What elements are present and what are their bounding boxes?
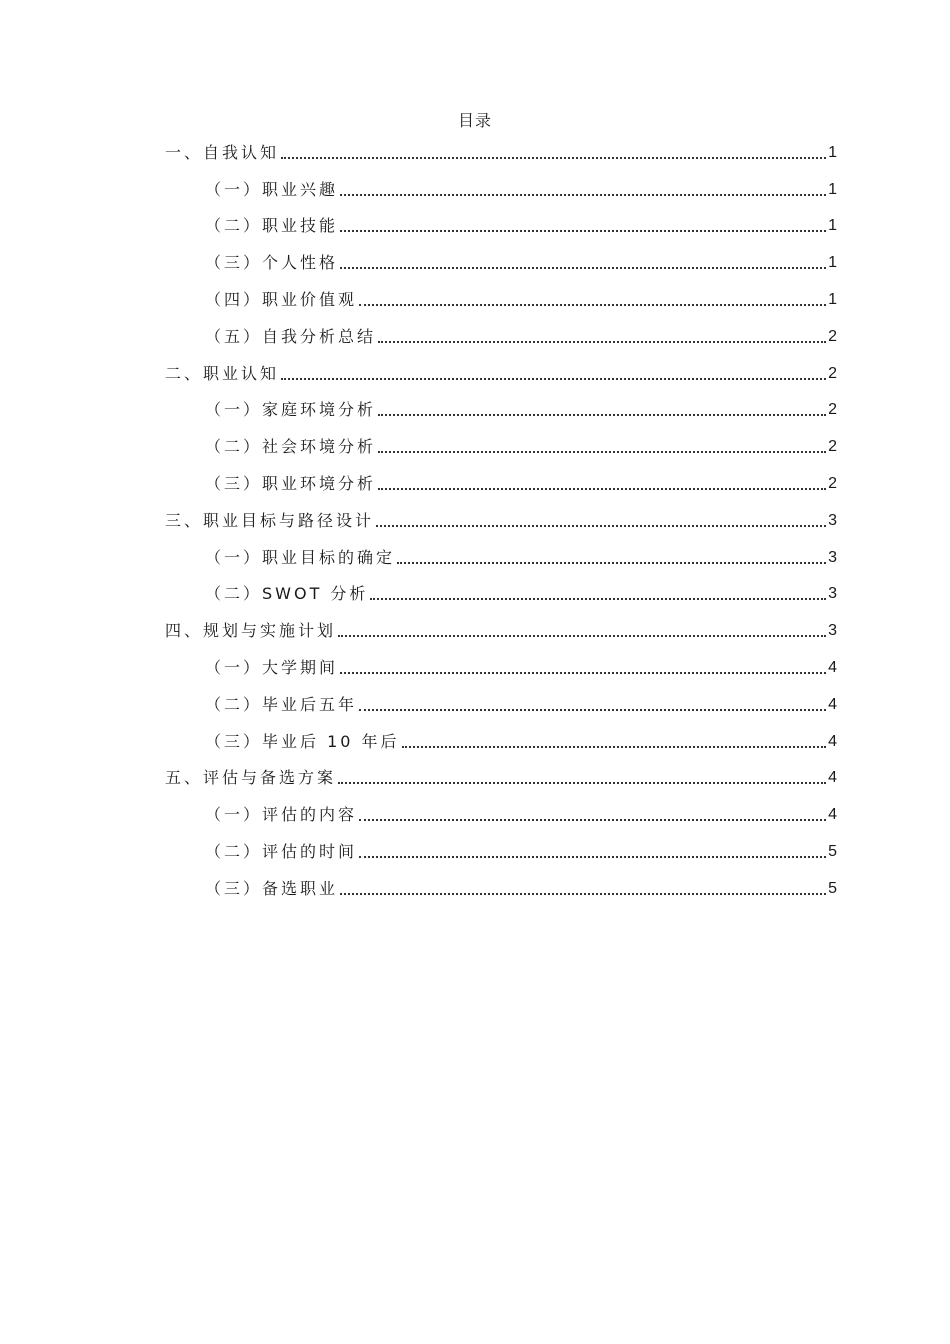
toc-entry-subsection[interactable] xyxy=(165,317,837,354)
toc-entry-page-number: 4 xyxy=(828,695,837,713)
dot-leader xyxy=(359,709,826,711)
toc-entry-subsection[interactable] xyxy=(165,648,837,685)
toc-entry-page-number: 2 xyxy=(828,364,837,382)
dot-leader xyxy=(340,230,826,232)
toc-entry-page-number: 1 xyxy=(828,290,837,308)
toc-entry-page-number: 4 xyxy=(828,732,837,750)
toc-entry-label: （三）职业环境分析 xyxy=(205,473,377,493)
dot-leader xyxy=(376,525,826,527)
dot-leader xyxy=(281,157,826,159)
toc-entry-subsection[interactable] xyxy=(165,538,837,575)
toc-entry-page-number: 4 xyxy=(828,658,837,676)
dot-leader xyxy=(378,488,826,490)
toc-entry-subsection[interactable] xyxy=(165,685,837,722)
toc-entry-subsection[interactable] xyxy=(165,170,837,207)
dot-leader xyxy=(359,304,826,306)
toc-entry-page-number: 4 xyxy=(828,769,837,787)
toc-entry-label: （三）个人性格 xyxy=(205,253,339,273)
dot-leader xyxy=(281,378,826,380)
dot-leader xyxy=(338,635,826,637)
toc-entry-subsection[interactable] xyxy=(165,464,837,501)
toc-entry-label: 三、职业目标与路径设计 xyxy=(165,510,375,530)
dot-leader xyxy=(340,267,826,269)
toc-entry-label: 四、规划与实施计划 xyxy=(165,621,337,641)
toc-entry-subsection[interactable] xyxy=(165,832,837,869)
toc-entry-label: （二）SWOT 分析 xyxy=(205,584,369,604)
toc-entry-subsection[interactable] xyxy=(165,207,837,244)
dot-leader xyxy=(397,562,826,564)
table-of-contents xyxy=(165,133,837,906)
toc-entry-label: （四）职业价值观 xyxy=(205,289,358,309)
toc-entry-section[interactable] xyxy=(165,759,837,796)
toc-entry-page-number: 2 xyxy=(828,438,837,456)
toc-entry-section[interactable] xyxy=(165,501,837,538)
dot-leader xyxy=(359,856,826,858)
toc-entry-subsection[interactable] xyxy=(165,795,837,832)
toc-entry-label: 一、自我认知 xyxy=(165,142,280,162)
toc-entry-page-number: 2 xyxy=(828,401,837,419)
toc-entry-label: （一）大学期间 xyxy=(205,657,339,677)
toc-entry-page-number: 2 xyxy=(828,327,837,345)
toc-entry-label: （五）自我分析总结 xyxy=(205,326,377,346)
toc-entry-subsection[interactable] xyxy=(165,869,837,906)
toc-entry-section[interactable] xyxy=(165,611,837,648)
toc-entry-subsection[interactable] xyxy=(165,575,837,612)
toc-entry-label: （一）职业目标的确定 xyxy=(205,547,396,567)
dot-leader xyxy=(378,341,826,343)
toc-entry-page-number: 3 xyxy=(828,585,837,603)
toc-entry-label: （二）毕业后五年 xyxy=(205,694,358,714)
toc-entry-label: （一）家庭环境分析 xyxy=(205,400,377,420)
toc-title: 目录 xyxy=(457,111,492,130)
dot-leader xyxy=(340,194,826,196)
toc-entry-subsection[interactable] xyxy=(165,722,837,759)
toc-entry-page-number: 2 xyxy=(828,474,837,492)
dot-leader xyxy=(402,746,826,748)
toc-entry-subsection[interactable] xyxy=(165,243,837,280)
toc-entry-page-number: 1 xyxy=(828,217,837,235)
toc-entry-subsection[interactable] xyxy=(165,427,837,464)
toc-entry-page-number: 1 xyxy=(828,180,837,198)
toc-entry-section[interactable] xyxy=(165,354,837,391)
toc-entry-page-number: 1 xyxy=(828,254,837,272)
toc-entry-label: （二）社会环境分析 xyxy=(205,437,377,457)
toc-entry-subsection[interactable] xyxy=(165,391,837,428)
dot-leader xyxy=(378,451,826,453)
dot-leader xyxy=(370,598,826,600)
toc-entry-page-number: 3 xyxy=(828,548,837,566)
toc-entry-label: （三）备选职业 xyxy=(205,878,339,898)
toc-entry-label: （一）职业兴趣 xyxy=(205,179,339,199)
dot-leader xyxy=(340,893,826,895)
toc-entry-label: （三）毕业后 10 年后 xyxy=(205,731,400,751)
toc-entry-label: 五、评估与备选方案 xyxy=(165,768,337,788)
toc-entry-page-number: 4 xyxy=(828,806,837,824)
toc-entry-label: （二）评估的时间 xyxy=(205,841,358,861)
dot-leader xyxy=(338,782,826,784)
toc-entry-page-number: 1 xyxy=(828,143,837,161)
toc-entry-subsection[interactable] xyxy=(165,280,837,317)
toc-entry-section[interactable] xyxy=(165,133,837,170)
toc-entry-page-number: 3 xyxy=(828,511,837,529)
dot-leader xyxy=(378,414,826,416)
toc-entry-page-number: 5 xyxy=(828,842,837,860)
dot-leader xyxy=(340,672,826,674)
toc-entry-label: （一）评估的内容 xyxy=(205,805,358,825)
toc-entry-label: （二）职业技能 xyxy=(205,216,339,236)
toc-entry-page-number: 3 xyxy=(828,622,837,640)
toc-entry-label: 二、职业认知 xyxy=(165,363,280,383)
dot-leader xyxy=(359,819,826,821)
toc-entry-page-number: 5 xyxy=(828,879,837,897)
